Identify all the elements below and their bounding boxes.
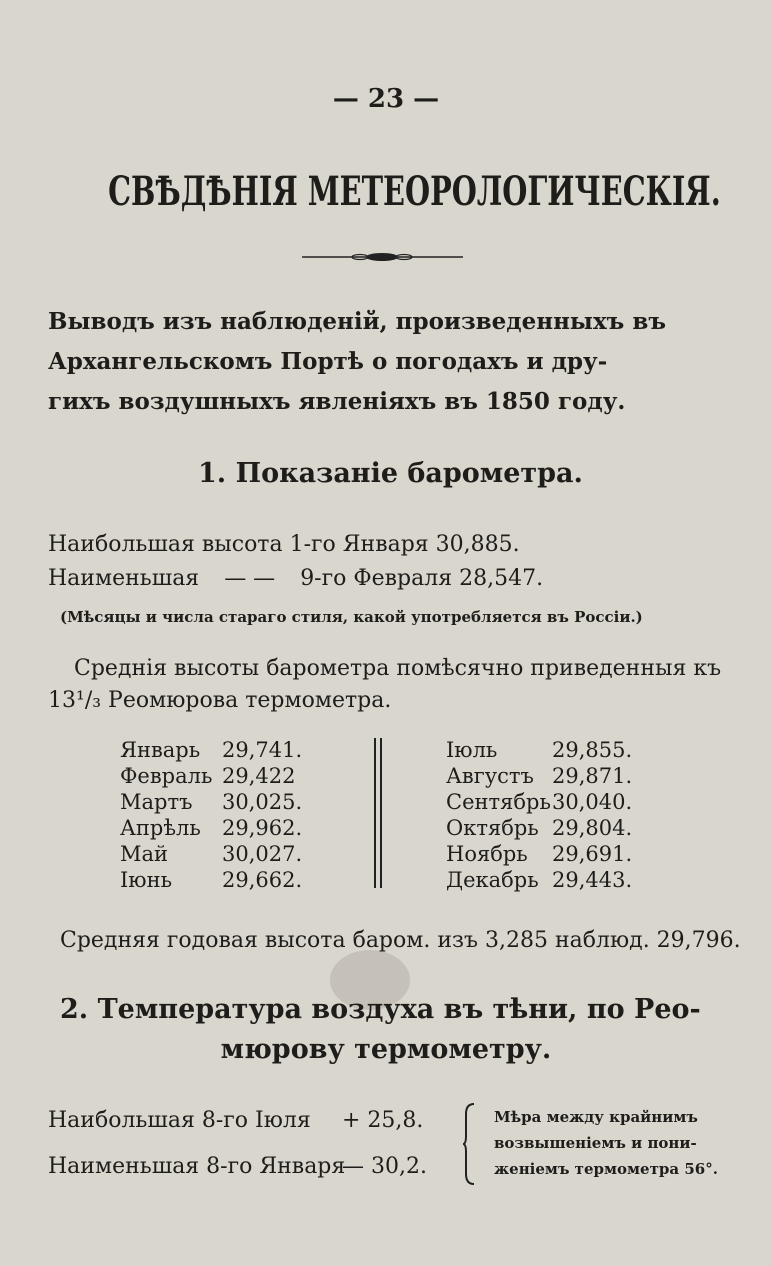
average-heading-line-2: 13¹/₃ Реомюрова термометра.	[48, 688, 392, 713]
page-title: СВѢДѢНІЯ МЕТЕОРОЛОГИЧЕСКІЯ.	[108, 168, 721, 215]
intro-line-3: гихъ воздушныхъ явленіяхъ въ 1850 году.	[48, 388, 626, 415]
temperature-max-value: + 25,8.	[342, 1108, 424, 1133]
intro-line-1: Выводъ изъ наблюденій, произведенныхъ въ	[48, 308, 666, 335]
month-label: Августъ	[446, 764, 534, 788]
temperature-note-line-3: женіемъ термометра 56°.	[494, 1160, 718, 1178]
month-label: Сентябрь	[446, 790, 551, 814]
month-label: Май	[120, 842, 169, 866]
month-label: Октябрь	[446, 816, 539, 840]
month-label: Февраль	[120, 764, 213, 788]
ornament-divider-icon	[300, 250, 465, 264]
brace-icon	[462, 1102, 478, 1186]
month-value: 29,741.	[222, 738, 303, 762]
temperature-note-line-1: Мѣра между крайнимъ	[494, 1108, 698, 1126]
month-label: Іюль	[446, 738, 498, 762]
intro-line-2: Архангельскомъ Портѣ о погодахъ и дру-	[48, 348, 608, 375]
barometer-max: Наибольшая высота 1-го Января 30,885.	[48, 532, 520, 557]
month-value: 29,662.	[222, 868, 303, 892]
month-value: 29,422	[222, 764, 296, 788]
month-label: Ноябрь	[446, 842, 528, 866]
month-value: 29,962.	[222, 816, 303, 840]
yearly-average: Средняя годовая высота баром. изъ 3,285 наблюд. 29,796.	[60, 928, 741, 953]
month-value: 29,691.	[552, 842, 633, 866]
average-heading-line-1: Среднія высоты барометра помѣсячно приведенныя къ	[74, 656, 722, 681]
month-label: Іюнь	[120, 868, 173, 892]
month-value: 29,443.	[552, 868, 633, 892]
section-1-title: 1. Показаніе барометра.	[198, 458, 583, 489]
month-value: 29,855.	[552, 738, 633, 762]
barometer-min	[48, 566, 543, 591]
month-label: Апрѣль	[120, 816, 201, 840]
calendar-note: (Мѣсяцы и числа стараго стиля, какой употребляется въ Россіи.)	[60, 608, 643, 626]
section-2-title-line-1: 2. Температура воздуха въ тѣни, по Рео-	[60, 994, 701, 1025]
page-number: — 23 —	[332, 84, 440, 114]
barometer-min-value: 9-го Февраля 28,547.	[300, 566, 544, 591]
column-divider	[380, 738, 382, 888]
month-value: 30,027.	[222, 842, 303, 866]
temperature-note-line-2: возвышеніемъ и пони-	[494, 1134, 697, 1152]
month-label: Январь	[120, 738, 201, 762]
barometer-min-dashes: — —	[224, 566, 276, 591]
month-value: 30,025.	[222, 790, 303, 814]
month-value: 29,804.	[552, 816, 633, 840]
month-value: 29,871.	[552, 764, 633, 788]
temperature-min-value: — 30,2.	[342, 1154, 427, 1179]
month-value: 30,040.	[552, 790, 633, 814]
section-2-title-line-2: мюрову термометру.	[220, 1034, 552, 1065]
column-divider	[374, 738, 376, 888]
month-label: Мартъ	[120, 790, 193, 814]
month-label: Декабрь	[446, 868, 539, 892]
temperature-max-label: Наибольшая 8-го Іюля	[48, 1108, 311, 1133]
temperature-min-label: Наименьшая 8-го Января	[48, 1154, 346, 1179]
barometer-min-label: Наименьшая	[48, 566, 200, 591]
